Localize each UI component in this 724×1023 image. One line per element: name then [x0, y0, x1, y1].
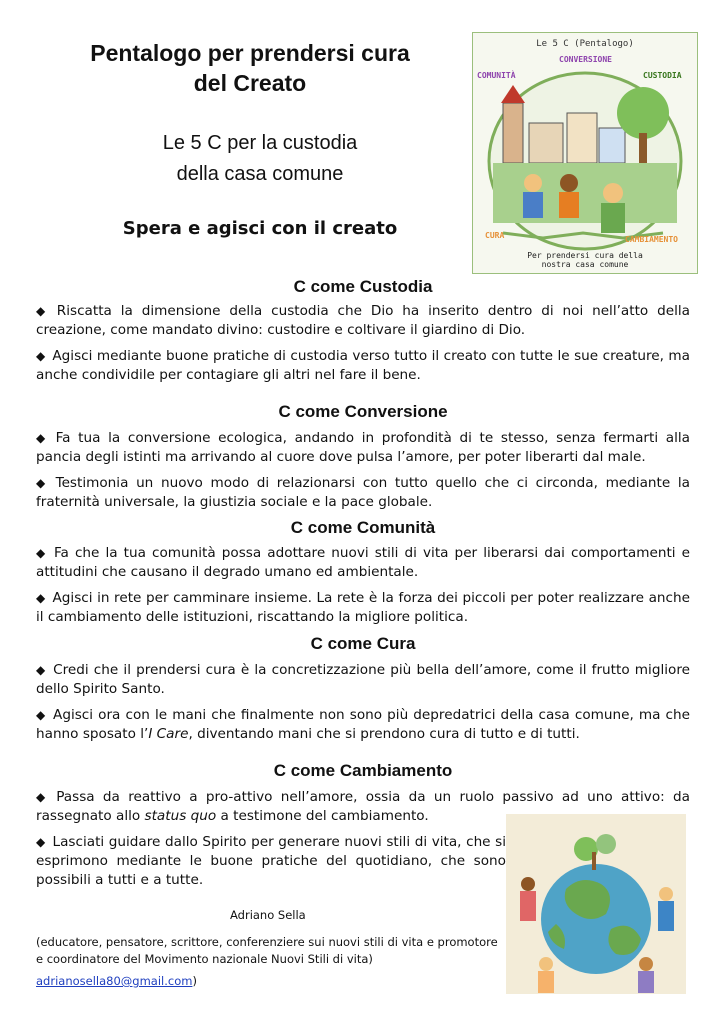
paragraph-text: a testimone del cambiamento. [216, 808, 429, 824]
title-line-2: del Creato [193, 70, 307, 96]
page-title [40, 38, 460, 98]
cover-word-cura: CURA [485, 231, 505, 240]
bullet-icon: ◆ [36, 304, 50, 318]
author-email-line [36, 974, 197, 988]
earth-illustration [506, 814, 686, 994]
bullet-icon: ◆ [36, 790, 50, 804]
cover-footer-line-2: nostra casa comune [541, 260, 629, 269]
paragraph-cura-2 [36, 706, 690, 744]
paragraph-cura-1 [36, 661, 690, 699]
paragraph-text: Agisci ora con le mani che finalmente non sono più depredatrici della casa comune, ma che hanno sposato l’ [36, 707, 691, 742]
paragraph-custodia-1 [36, 302, 690, 340]
cover-word-custodia: CUSTODIA [643, 71, 682, 80]
section-heading-cambiamento: C come Cambiamento [273, 761, 453, 780]
paragraph-custodia-2 [36, 347, 690, 385]
cover-word-comunita: COMUNITÀ [477, 71, 516, 80]
section-heading-cura: C come Cura [310, 634, 416, 653]
cover-illustration [472, 32, 698, 274]
paragraph-emphasis: status quo [144, 808, 217, 824]
cover-footer [473, 251, 697, 269]
cover-word-cambiamento: CAMBIAMENTO [625, 235, 678, 244]
section-heading-conversione: C come Conversione [278, 402, 448, 421]
paragraph-conversione-2 [36, 474, 690, 512]
paragraph-comunita-1 [36, 544, 690, 582]
paragraph-text: Agisci in rete per camminare insieme. La rete è la forza dei piccoli per poter realizzare anche il cambiamento delle istituzioni, riscattando la migliore politica. [36, 590, 690, 625]
author-description: (educatore, pensatore, scrittore, conferenziere sui nuovi stili di vita e promotore e coordinatore del Movimento nazionale Nuovi Stili di vita) [36, 935, 498, 966]
email-suffix: ) [192, 974, 197, 988]
author-name: Adriano Sella [230, 908, 306, 922]
paragraph-emphasis: I Care [148, 726, 189, 742]
paragraph-text: Fa che la tua comunità possa adottare nuovi stili di vita per liberarsi dai comportamenti e attitudini che causano il degrado umano ed ambientale. [36, 545, 690, 580]
paragraph-text: Credi che il prendersi cura è la concretizzazione più bella dell’amore, come il frutto migliore dello Spirito Santo. [36, 662, 690, 697]
cover-title: Le 5 C (Pentalogo) [536, 39, 634, 49]
subtitle [110, 128, 410, 190]
section-heading-comunita: C come Comunità [290, 518, 436, 537]
paragraph-text: , diventando mani che si prendono cura di tutto e di tutti. [188, 726, 580, 742]
cover-footer-line-1: Per prendersi cura della [527, 251, 643, 260]
title-line-1: Pentalogo per prendersi cura [90, 40, 410, 66]
bullet-icon: ◆ [36, 591, 46, 605]
bullet-icon: ◆ [36, 835, 46, 849]
paragraph-conversione-1 [36, 429, 690, 467]
bullet-icon: ◆ [36, 431, 49, 445]
bullet-icon: ◆ [36, 349, 46, 363]
paragraph-text: Fa tua la conversione ecologica, andando in profondità di te stesso, senza fermarti alla pancia degli istinti ma arrivando al cuore dove pulsa l’amore, per poter liberarti dal male. [36, 430, 691, 465]
motto: Spera e agisci con il creato [122, 218, 398, 239]
bullet-icon: ◆ [36, 708, 47, 722]
paragraph-comunita-2 [36, 589, 690, 627]
subtitle-line-1: Le 5 C per la custodia [162, 132, 358, 154]
paragraph-cambiamento-2 [36, 833, 506, 890]
paragraph-text: Passa da reattivo a pro-attivo nell’amore, ossia da un ruolo passivo ad uno attivo: da rassegnato allo [36, 789, 691, 824]
paragraph-text: Testimonia un nuovo modo di relazionarsi con tutto quello che ci circonda, mediante la fraternità universale, la giustizia sociale e la pace globale. [36, 475, 690, 510]
bullet-icon: ◆ [36, 476, 49, 490]
cover-word-conversione: CONVERSIONE [559, 55, 612, 64]
bullet-icon: ◆ [36, 663, 47, 677]
author-email-link[interactable]: adrianosella80@gmail.com [36, 974, 193, 988]
section-heading-custodia: C come Custodia [293, 277, 433, 296]
paragraph-text: Agisci mediante buone pratiche di custodia verso tutto il creato con tutte le sue creature, ma anche condividile per contagiare gli altri nel fare il bene. [36, 348, 690, 383]
bullet-icon: ◆ [36, 546, 47, 560]
paragraph-text: Riscatta la dimensione della custodia che Dio ha inserito dentro di noi nell’atto della creazione, come mandato divino: custodire e coltivare il giardino di Dio. [36, 303, 690, 338]
earth-drawing [506, 814, 686, 994]
paragraph-text: Lasciati guidare dallo Spirito per generare nuovi stili di vita, che si esprimono mediante le buone pratiche del quotidiano, che sono possibili a tutti e a tutte. [36, 834, 506, 888]
subtitle-line-2: della casa comune [176, 163, 344, 185]
